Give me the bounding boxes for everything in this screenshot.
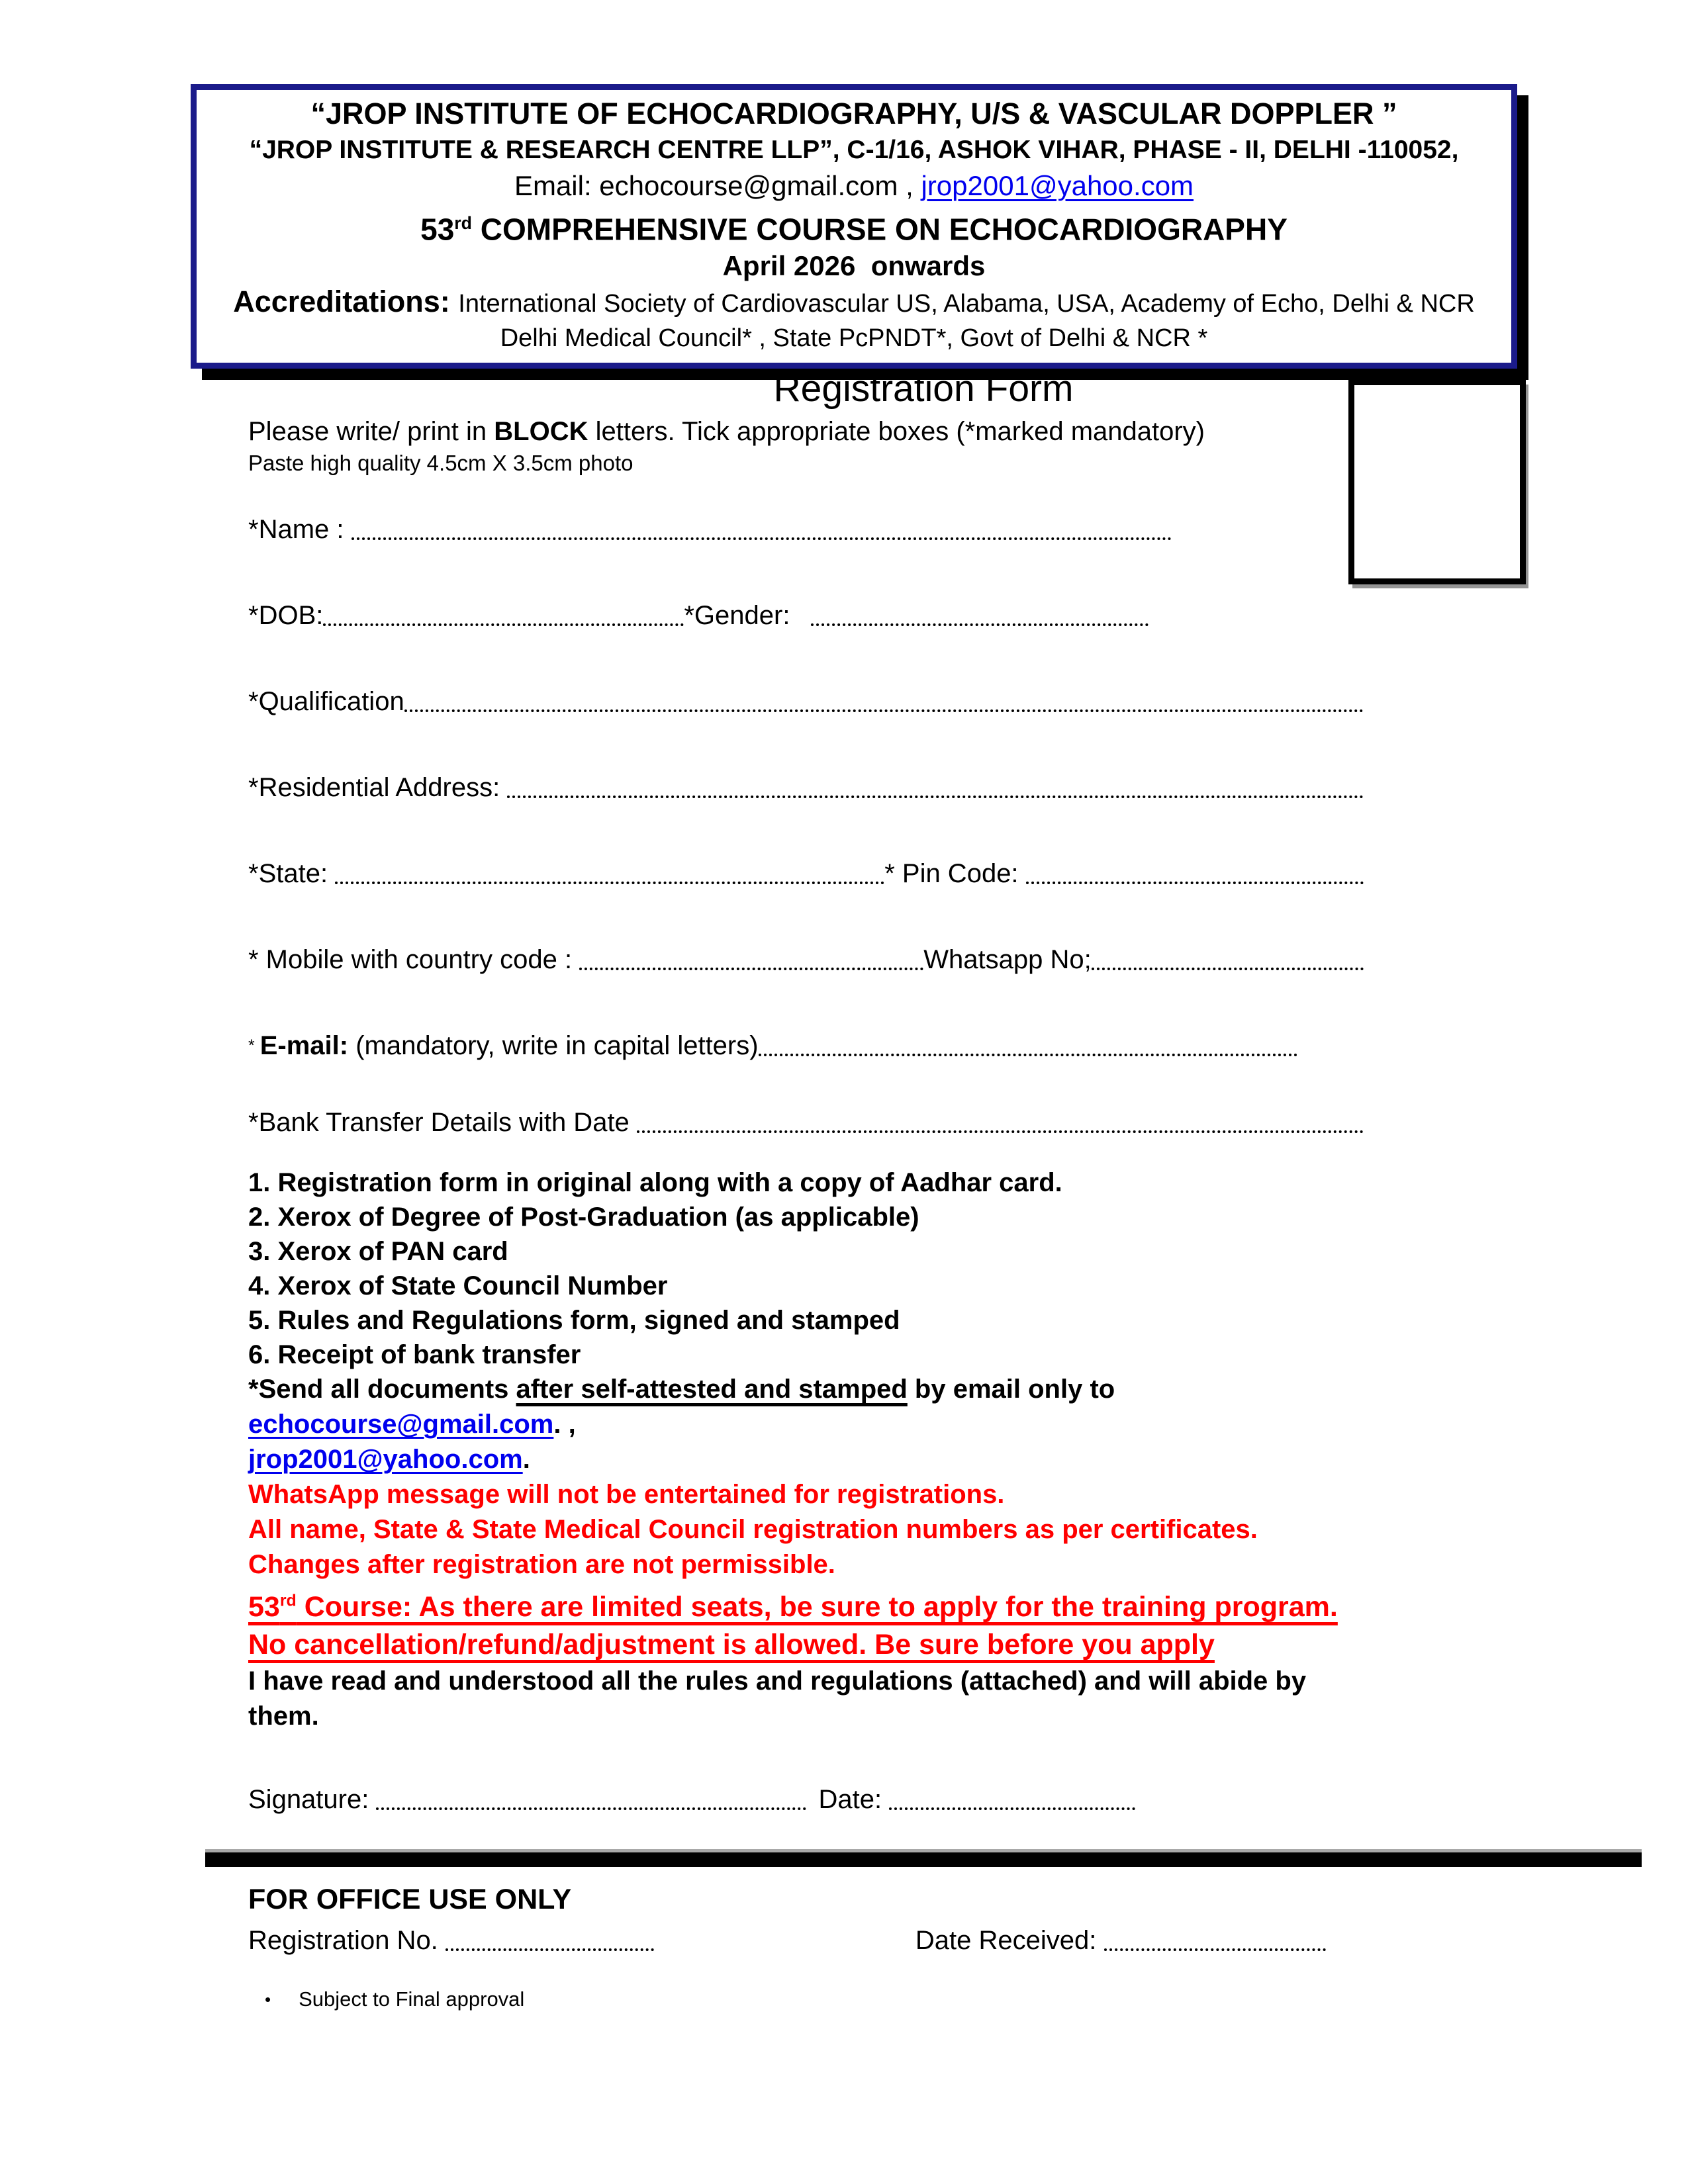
field-row-bank-transfer bbox=[248, 1107, 1364, 1138]
email-label: E-mail: bbox=[259, 1031, 349, 1060]
instructions-line bbox=[248, 416, 1367, 447]
send-docs-pre: *Send all documents bbox=[248, 1375, 516, 1404]
notice-limited-seats-text bbox=[248, 1591, 1338, 1623]
document-checklist bbox=[248, 1165, 1367, 1372]
section-divider bbox=[205, 1849, 1642, 1867]
pincode-blank bbox=[1026, 881, 1364, 884]
instructions-pre: Please write/ print in bbox=[248, 417, 494, 446]
send-documents-note bbox=[248, 1372, 1367, 1442]
course-title-rest: COMPREHENSIVE COURSE ON ECHOCARDIOGRAPHY bbox=[471, 212, 1288, 247]
checklist-item: 5. Rules and Regulations form, signed and stamped bbox=[248, 1306, 900, 1335]
gmail-link[interactable]: echocourse@gmail.com bbox=[248, 1410, 554, 1439]
course-dates: April 2026 onwards bbox=[722, 250, 986, 282]
send-docs-mid: by email only to bbox=[907, 1375, 1130, 1404]
course-ordinal-suffix: rd bbox=[454, 213, 472, 233]
send-docs-sep: . , bbox=[553, 1410, 576, 1439]
field-row-residential-address bbox=[248, 772, 1364, 803]
footnote-row bbox=[265, 1987, 1367, 2011]
mobile-blank bbox=[579, 967, 923, 970]
header-email-prefix: Email: echocourse@gmail.com , bbox=[514, 170, 921, 201]
notice-course-ordinal: rd bbox=[279, 1592, 297, 1610]
signature-blank bbox=[376, 1807, 806, 1810]
residential-address-label: *Residential Address: bbox=[248, 773, 508, 802]
instructions-post: letters. Tick appropriate boxes (*marked mandatory) bbox=[588, 417, 1205, 446]
state-blank bbox=[335, 881, 884, 884]
photo-paste-box bbox=[1348, 379, 1526, 584]
whatsapp-blank bbox=[1092, 967, 1364, 970]
notice-registration-names: All name, State & State Medical Council registration numbers as per certificates. Changes after registration are not permissible. bbox=[248, 1515, 1258, 1579]
date-blank bbox=[889, 1807, 1135, 1810]
bullet-icon: • bbox=[265, 1989, 271, 2009]
name-blank bbox=[352, 537, 1172, 540]
accreditations-line2: Delhi Medical Council* , State PcPNDT*, Govt of Delhi & NCR * bbox=[500, 324, 1208, 353]
declaration-statement: I have read and understood all the rules and regulations (attached) and will abide by them. bbox=[248, 1666, 1307, 1731]
name-label: *Name : bbox=[248, 515, 352, 544]
bank-transfer-blank bbox=[637, 1130, 1364, 1133]
field-row-state-pincode bbox=[248, 858, 1364, 889]
checklist-item: 3. Xerox of PAN card bbox=[248, 1237, 508, 1266]
checklist-item: 4. Xerox of State Council Number bbox=[248, 1271, 668, 1300]
notice-course-number: 53 bbox=[248, 1591, 280, 1623]
notice-course-rest: Course: As there are limited seats, be sure to apply for the training program. bbox=[296, 1591, 1338, 1623]
send-documents-note-line2 bbox=[248, 1442, 1367, 1477]
institute-name: “JROP INSTITUTE OF ECHOCARDIOGRAPHY, U/S & VASCULAR DOPPLER ” bbox=[310, 97, 1397, 130]
notice-limited-seats bbox=[248, 1582, 1367, 1626]
page-title: Registration Form bbox=[773, 367, 1074, 410]
bank-transfer-label: *Bank Transfer Details with Date bbox=[248, 1108, 637, 1137]
qualification-label: *Qualification bbox=[248, 687, 404, 716]
pincode-label: * Pin Code: bbox=[884, 859, 1026, 888]
email-note: (mandatory, write in capital letters) bbox=[348, 1031, 759, 1060]
field-row-dob-gender bbox=[248, 600, 1149, 631]
accreditations-text: International Society of Cardiovascular US, Alabama, USA, Academy of Echo, Delhi & NCR bbox=[458, 290, 1475, 318]
yahoo-link[interactable]: jrop2001@yahoo.com bbox=[248, 1445, 523, 1474]
checklist-item: 1. Registration form in original along with a copy of Aadhar card. bbox=[248, 1168, 1062, 1197]
qualification-blank bbox=[404, 709, 1364, 712]
field-row-name bbox=[248, 514, 1172, 545]
residential-address-blank bbox=[507, 795, 1364, 798]
footnote-text: Subject to Final approval bbox=[299, 1987, 525, 2011]
notice-no-cancellation bbox=[248, 1626, 1367, 1664]
institute-address: “JROP INSTITUTE & RESEARCH CENTRE LLP”, C-1/16, ASHOK VIHAR, PHASE - II, DELHI -110052, bbox=[249, 136, 1459, 164]
dob-blank bbox=[323, 623, 684, 626]
date-received-label: Date Received: bbox=[915, 1926, 1104, 1956]
accreditations-label: Accreditations: bbox=[233, 285, 459, 319]
field-row-mobile-whatsapp bbox=[248, 944, 1364, 975]
instructions-block-word: BLOCK bbox=[494, 417, 588, 446]
gender-label: *Gender: bbox=[684, 601, 798, 630]
field-row-email bbox=[248, 1030, 1297, 1061]
date-label: Date: bbox=[818, 1785, 890, 1815]
photo-note: Paste high quality 4.5cm X 3.5cm photo bbox=[248, 451, 633, 475]
field-row-qualification bbox=[248, 686, 1364, 717]
dob-label: *DOB: bbox=[248, 601, 324, 630]
signature-label: Signature: bbox=[248, 1785, 377, 1815]
gender-blank bbox=[811, 623, 1149, 626]
state-label: *State: bbox=[248, 859, 336, 888]
registration-no-blank bbox=[445, 1948, 654, 1951]
whatsapp-label: Whatsapp No; bbox=[923, 945, 1092, 974]
date-received-blank bbox=[1104, 1948, 1326, 1951]
send-docs-period: . bbox=[522, 1445, 530, 1474]
notice-whatsapp: WhatsApp message will not be entertained for registrations. bbox=[248, 1480, 1005, 1509]
office-row bbox=[248, 1925, 1314, 1956]
email-mandatory-star: * bbox=[248, 1036, 255, 1055]
send-docs-underlined: after self-attested and stamped bbox=[516, 1375, 908, 1404]
mobile-label: * Mobile with country code : bbox=[248, 945, 580, 974]
course-number: 53 bbox=[420, 212, 455, 247]
office-use-heading: FOR OFFICE USE ONLY bbox=[248, 1884, 572, 1916]
checklist-item: 2. Xerox of Degree of Post-Graduation (as applicable) bbox=[248, 1203, 919, 1232]
email-blank bbox=[759, 1053, 1297, 1056]
notice-no-cancellation-text: No cancellation/refund/adjustment is allowed. Be sure before you apply bbox=[248, 1629, 1215, 1661]
signature-date-row bbox=[248, 1784, 1135, 1815]
yahoo-email-link-header[interactable]: jrop2001@yahoo.com bbox=[921, 170, 1194, 201]
registration-no-label: Registration No. bbox=[248, 1926, 445, 1956]
checklist-item: 6. Receipt of bank transfer bbox=[248, 1340, 581, 1369]
